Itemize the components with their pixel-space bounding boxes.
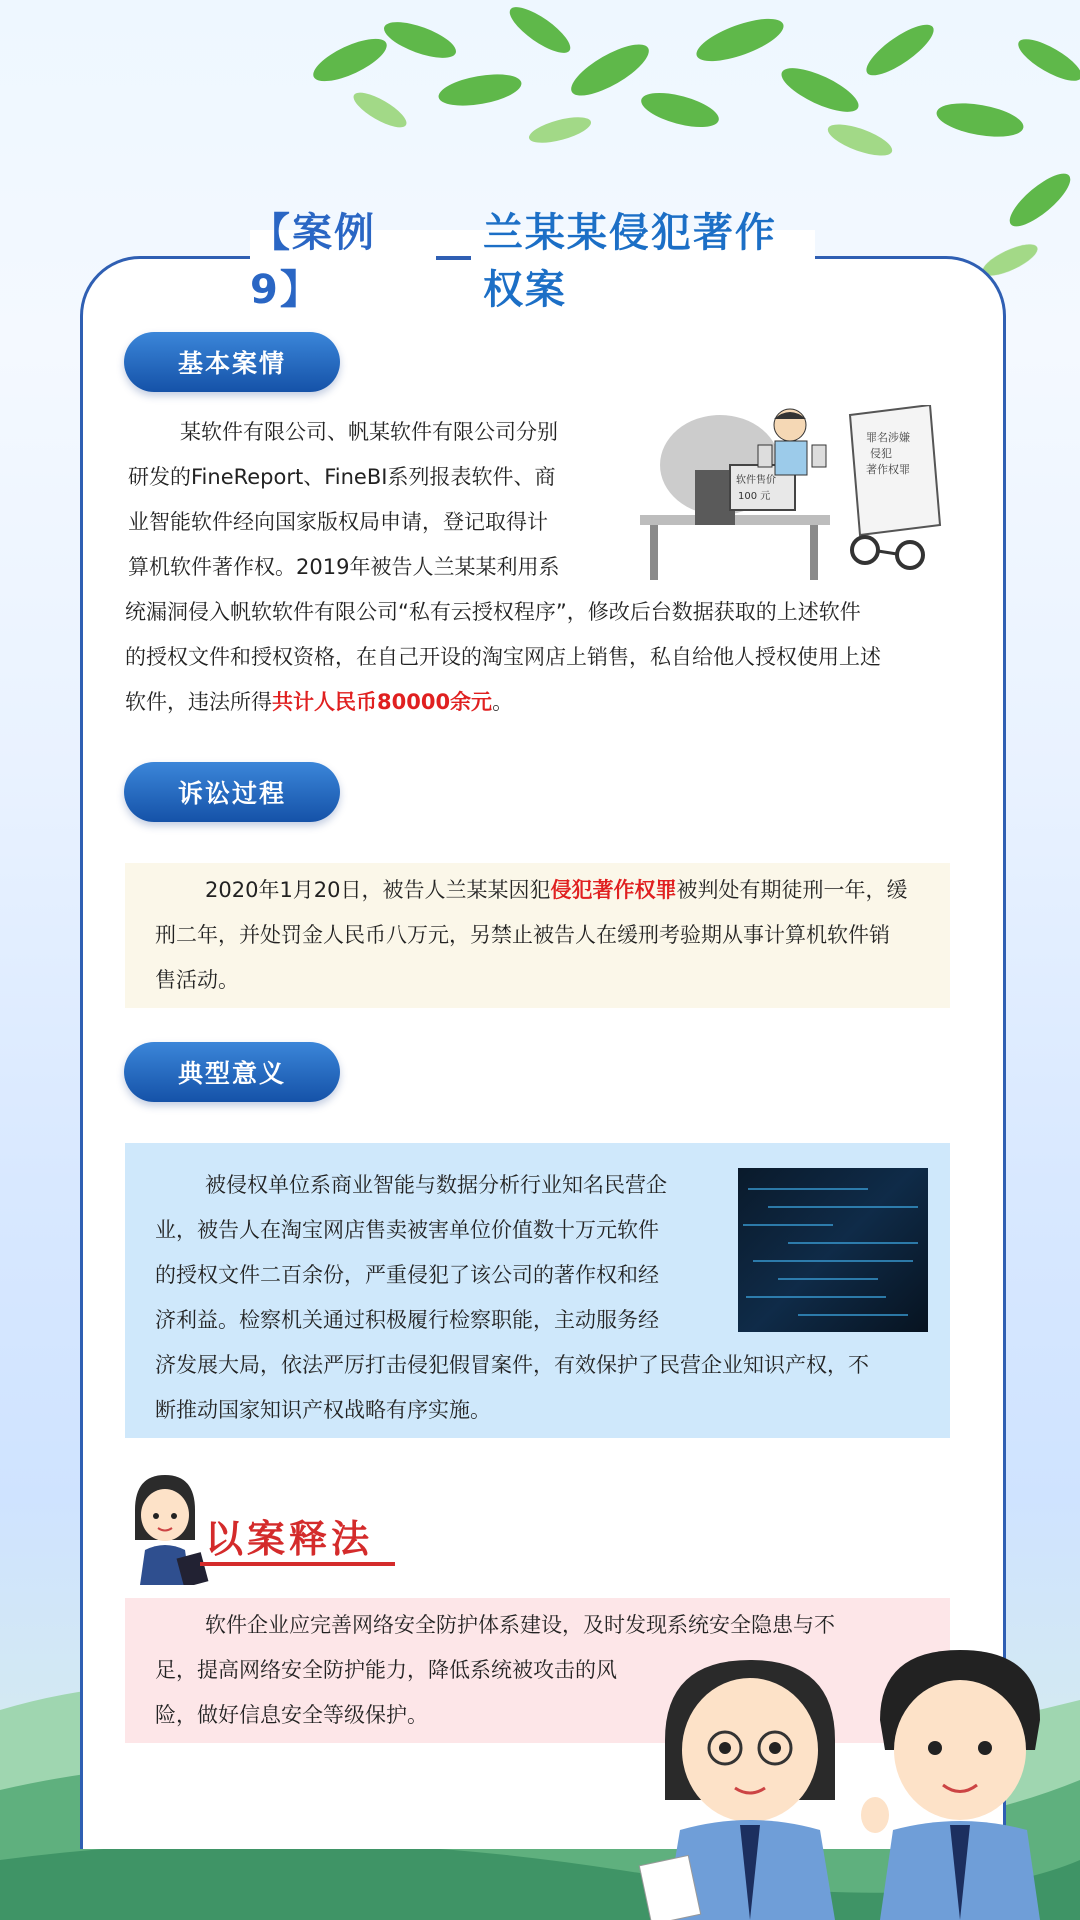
law-title-underline [200,1562,395,1566]
litigation-prefix: 2020年1月20日，被告人兰某某因犯 [205,878,551,902]
illus-paper-2: 侵犯 [870,447,892,460]
prosecutor-avatar [120,1470,210,1585]
illus-paper-3: 著作权罪 [866,463,910,476]
basic-line-7 [125,680,513,725]
title-dash [436,256,471,260]
code-image [738,1168,928,1332]
section-label-significance: 典型意义 [124,1042,340,1102]
basic-line-3: 业智能软件经向国家版权局申请，登记取得计 [128,510,548,534]
basic-line-2: 研发的FineReport、FineBI系列报表软件、商 [128,465,556,489]
section-label-litigation: 诉讼过程 [124,762,340,822]
litigation-line-2: 刑二年，并处罚金人民币八万元，另禁止被告人在缓刑考验期从事计算机软件销 [155,923,890,947]
basic-highlight: 共计人民币80000余元 [272,690,493,714]
significance-line-4: 济利益。检察机关通过积极履行检察职能，主动服务经 [155,1308,659,1332]
illus-paper-1: 罪名涉嫌 [866,431,910,444]
significance-line-3: 的授权文件二百余份，严重侵犯了该公司的著作权和经 [155,1263,659,1287]
basic-line-4: 算机软件著作权。2019年被告人兰某某利用系 [128,555,560,579]
case-tag: 【案例9】 [250,210,376,313]
basic-last-prefix: 软件，违法所得 [125,690,272,714]
basic-line-1: 某软件有限公司、帆某软件有限公司分别 [180,420,558,444]
law-line-1: 软件企业应完善网络安全防护体系建设，及时发现系统安全隐患与不 [205,1613,835,1637]
litigation-highlight: 侵犯著作权罪 [550,878,677,902]
significance-line-1: 被侵权单位系商业智能与数据分析行业知名民营企 [205,1173,667,1197]
illus-price-text: 100 元 [738,491,771,502]
litigation-line-3: 售活动。 [155,968,239,992]
significance-line-6: 断推动国家知识产权战略有序实施。 [155,1398,491,1422]
basic-last-suffix: 。 [492,690,514,714]
basic-line-6: 的授权文件和授权资格，在自己开设的淘宝网店上销售，私自给他人授权使用上述 [125,645,881,669]
section-label-basic: 基本案情 [124,332,340,392]
significance-line-5: 济发展大局，依法严厉打击侵犯假冒案件，有效保护了民营企业知识产权，不 [155,1353,869,1377]
significance-line-2: 业，被告人在淘宝网店售卖被害单位价值数十万元软件 [155,1218,659,1242]
law-section-title: 以案释法 [205,1517,374,1561]
litigation-line-1 [205,868,908,913]
law-line-3: 险，做好信息安全等级保护。 [155,1703,428,1727]
law-line-2: 足，提高网络安全防护能力，降低系统被攻击的风 [155,1658,617,1682]
case-name: 兰某某侵犯著作权案 [482,210,777,313]
litigation-suffix: 被判处有期徒刑一年，缓 [676,878,908,902]
prosecutor-pair-illustration [625,1630,1080,1920]
illus-monitor-text: 软件售价 [736,475,776,486]
basic-line-5: 统漏洞侵入帆软软件有限公司“私有云授权程序”，修改后台数据获取的上述软件 [125,600,861,624]
computer-thief-illustration [640,405,950,580]
page-title [250,210,815,313]
